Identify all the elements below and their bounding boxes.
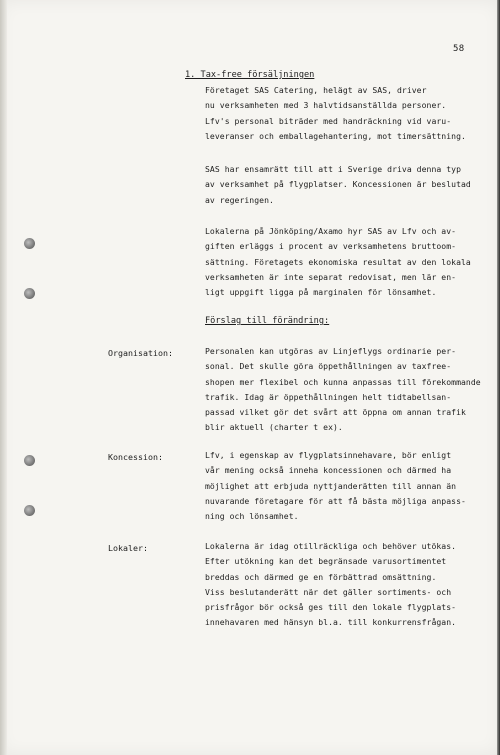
section-label-lokaler: Lokaler: bbox=[108, 543, 148, 553]
text-line: SAS har ensamrätt till att i Sverige driva denna typ bbox=[205, 164, 461, 174]
punch-hole bbox=[24, 288, 35, 299]
text-line: giften erläggs i procent av verksamhetens bruttoom- bbox=[205, 241, 457, 252]
text-line: leveranser och emballagehantering, mot timersättning. bbox=[205, 130, 466, 141]
page-number: 58 bbox=[453, 44, 465, 54]
text-line: nu verksamheten med 3 halvtidsanställda personer. bbox=[205, 100, 447, 111]
page-edge-left bbox=[0, 0, 7, 755]
text-line: möjlighet att erbjuda nyttjanderätten till annan än bbox=[205, 480, 457, 491]
punch-hole bbox=[24, 455, 35, 466]
intro-paragraph-2 bbox=[205, 162, 471, 208]
text-line: ligt uppgift ligga på marginalen för lönsamhet. bbox=[205, 287, 437, 298]
section-text-lokaler bbox=[205, 539, 456, 631]
section-label-koncession: Koncession: bbox=[108, 452, 163, 462]
text-line: Viss beslutanderätt när det gäller sortiments- och bbox=[205, 586, 452, 597]
text-line: Efter utökning kan det begränsade varusortimentet bbox=[205, 556, 447, 567]
text-line: sonal. Det skulle göra öppethållningen av taxfree- bbox=[205, 361, 452, 372]
punch-hole bbox=[24, 505, 35, 516]
text-line: Personalen kan utgöras av Linjeflygs ordinarie per- bbox=[205, 346, 457, 356]
text-line: Lokalerna är idag otillräckliga och behöver utökas. bbox=[205, 541, 457, 551]
text-line: Lfv, i egenskap av flygplatsinnehavare, bör enligt bbox=[205, 450, 452, 460]
proposal-heading: Förslag till förändring: bbox=[205, 316, 330, 326]
text-line: av regeringen. bbox=[205, 194, 274, 205]
text-line: blir aktuell (charter t ex). bbox=[205, 422, 343, 433]
text-line: sättning. Företagets ekonomiska resultat av den lokala bbox=[205, 256, 471, 267]
text-line: shopen mer flexibel och kunna anpassas till förekommande bbox=[205, 376, 481, 387]
text-line: prisfrågor bör också ges till den lokale flygplats- bbox=[205, 602, 457, 613]
text-line: ning och lönsamhet. bbox=[205, 511, 299, 522]
intro-paragraph-3 bbox=[205, 224, 471, 300]
text-line: innehavaren med hänsyn bl.a. till konkurrensfrågan. bbox=[205, 617, 457, 628]
punch-hole bbox=[24, 238, 35, 249]
text-line: Lokalerna på Jönköping/Axamo hyr SAS av Lfv och av- bbox=[205, 226, 457, 236]
text-line: av verksamhet på flygplatser. Koncessionen är beslutad bbox=[205, 179, 471, 190]
text-line: Lfv's personal biträder med handräckning vid varu- bbox=[205, 115, 452, 126]
text-line: vår mening också inneha koncessionen och därmed ha bbox=[205, 465, 452, 476]
text-line: nuvarande företagare för att få bästa möjliga anpass- bbox=[205, 495, 466, 506]
text-line: verksamheten är inte separat redovisat, men lär en- bbox=[205, 271, 457, 282]
section-heading: 1. Tax-free försäljningen bbox=[185, 70, 315, 80]
text-line: Företaget SAS Catering, helägt av SAS, driver bbox=[205, 85, 427, 95]
section-text-koncession bbox=[205, 448, 466, 524]
section-label-organisation: Organisation: bbox=[108, 348, 173, 358]
intro-paragraph-1 bbox=[205, 83, 466, 144]
text-line: passad vilket gör det svårt att öppna om annan trafik bbox=[205, 407, 466, 418]
text-line: breddas och därmed ge en förbättrad omsättning. bbox=[205, 571, 437, 582]
section-text-organisation bbox=[205, 344, 481, 436]
text-line: trafik. Idag är öppethållningen helt tidtabellsan- bbox=[205, 391, 452, 402]
